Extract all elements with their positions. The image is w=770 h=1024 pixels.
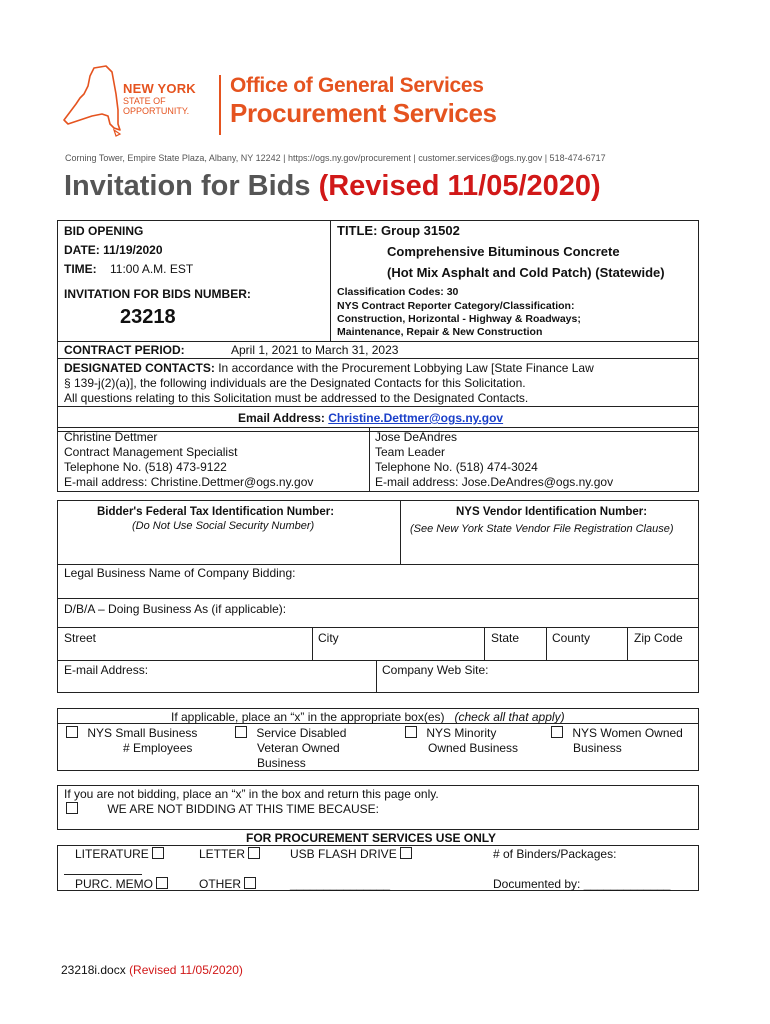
state-divider bbox=[546, 627, 547, 660]
small-business-option: NYS Small Business # Employees bbox=[66, 726, 197, 756]
small-business-checkbox[interactable] bbox=[66, 726, 78, 738]
contact-left-phone: Telephone No. (518) 473-9122 bbox=[64, 460, 227, 474]
bid-info-divider bbox=[330, 220, 331, 341]
office-name: Office of General Services bbox=[230, 74, 484, 97]
contact-right-name: Jose DeAndres bbox=[375, 430, 458, 444]
purc-memo-checkbox[interactable] bbox=[156, 877, 168, 889]
sdvob-option: Service Disabled Veteran Owned Business bbox=[235, 726, 346, 771]
wbe-checkbox[interactable] bbox=[551, 726, 563, 738]
bidder-rule-1 bbox=[57, 564, 699, 565]
fein-note: (Do Not Use Social Security Number) bbox=[132, 520, 315, 532]
literature-option: LITERATURE bbox=[75, 847, 164, 861]
office-use-right-rule bbox=[698, 845, 699, 891]
category-line-1: NYS Contract Reporter Category/Classification: bbox=[337, 300, 575, 312]
bidder-rule-3 bbox=[57, 627, 699, 628]
letter-option: LETTER bbox=[199, 847, 260, 861]
county-field[interactable]: County bbox=[552, 631, 591, 645]
email-field[interactable]: E-mail Address: bbox=[64, 663, 149, 677]
wbe-option: NYS Women Owned Business bbox=[551, 726, 683, 756]
category-line-2: Construction, Horizontal - Highway & Roadways; bbox=[337, 313, 581, 325]
state-field[interactable]: State bbox=[491, 631, 520, 645]
county-divider bbox=[627, 627, 628, 660]
contract-period-value: April 1, 2021 to March 31, 2023 bbox=[231, 343, 399, 357]
contact-left-email: E-mail address: Christine.Dettmer@ogs.ny.gov bbox=[64, 475, 314, 489]
zip-field[interactable]: Zip Code bbox=[634, 631, 683, 645]
page-title: Invitation for Bids (Revised 11/05/2020) bbox=[64, 170, 601, 202]
ifb-number: 23218 bbox=[120, 306, 176, 328]
contact-right-phone: Telephone No. (518) 474-3024 bbox=[375, 460, 538, 474]
not-bidding-option: WE ARE NOT BIDDING AT THIS TIME BECAUSE: bbox=[66, 802, 379, 816]
footer-filename: 23218i.docx (Revised 11/05/2020) bbox=[61, 963, 243, 977]
contact-left bbox=[64, 430, 313, 490]
bidder-id-divider bbox=[400, 500, 401, 564]
ifb-number-label: INVITATION FOR BIDS NUMBER: bbox=[64, 287, 251, 301]
city-field[interactable]: City bbox=[318, 631, 339, 645]
contact-left-role: Contract Management Specialist bbox=[64, 445, 238, 459]
bid-title-line-2: (Hot Mix Asphalt and Cold Patch) (Statewide) bbox=[387, 265, 665, 280]
categories-rule bbox=[57, 723, 699, 724]
contact-right bbox=[375, 430, 613, 490]
mbe-checkbox[interactable] bbox=[405, 726, 417, 738]
legal-name-field[interactable]: Legal Business Name of Company Bidding: bbox=[64, 566, 296, 580]
contacts-email-row: Email Address: Christine.Dettmer@ogs.ny.gov bbox=[238, 411, 504, 425]
other-checkbox[interactable] bbox=[244, 877, 256, 889]
sdvob-checkbox[interactable] bbox=[235, 726, 247, 738]
other-blank-line[interactable]: _______________ bbox=[290, 877, 391, 891]
letter-checkbox[interactable] bbox=[248, 847, 260, 859]
other-option: OTHER bbox=[199, 877, 256, 891]
logo-divider bbox=[219, 75, 221, 135]
contact-right-email: E-mail address: Jose.DeAndres@ogs.ny.gov bbox=[375, 475, 614, 489]
bid-info-rule bbox=[57, 341, 699, 342]
bid-time: TIME: 11:00 A.M. EST bbox=[64, 262, 194, 276]
documented-by-field[interactable]: Documented by: _____________ bbox=[493, 877, 671, 891]
office-use-heading: FOR PROCUREMENT SERVICES USE ONLY bbox=[246, 831, 497, 845]
classification-codes: Classification Codes: 30 bbox=[337, 286, 459, 298]
literature-checkbox[interactable] bbox=[152, 847, 164, 859]
contacts-text-2: § 139-j(2)(a)], the following individuals are the Designated Contacts for this Solicitation. bbox=[64, 376, 526, 390]
contacts-text-1: DESIGNATED CONTACTS: In accordance with the Procurement Lobbying Law [State Finance Law bbox=[64, 361, 594, 375]
revised-date: (Revised 11/05/2020) bbox=[318, 170, 601, 202]
mbe-option: NYS Minority Owned Business bbox=[405, 726, 518, 756]
purc-memo-rule bbox=[64, 874, 142, 875]
not-bidding-instruction: If you are not bidding, place an “x” in the box and return this page only. bbox=[64, 787, 439, 801]
contacts-text-3: All questions relating to this Solicitation must be addressed to the Designated Contacts. bbox=[64, 391, 529, 405]
contact-left-name: Christine Dettmer bbox=[64, 430, 158, 444]
bidder-rule-4 bbox=[57, 660, 699, 661]
ny-tagline: STATE OF OPPORTUNITY. bbox=[123, 96, 190, 116]
usb-checkbox[interactable] bbox=[400, 847, 412, 859]
office-use-left-rule bbox=[57, 845, 58, 891]
fein-label: Bidder's Federal Tax Identification Number: bbox=[97, 506, 335, 518]
binders-field[interactable]: # of Binders/Packages: bbox=[493, 847, 617, 861]
vendor-id-note: (See New York State Vendor File Registration Clause) bbox=[410, 523, 674, 535]
city-divider bbox=[484, 627, 485, 660]
street-divider bbox=[312, 627, 313, 660]
email-divider bbox=[376, 660, 377, 693]
bid-opening-label: BID OPENING bbox=[64, 224, 144, 238]
category-line-3: Maintenance, Repair & New Construction bbox=[337, 326, 543, 338]
bid-title-label: TITLE: Group 31502 bbox=[337, 223, 460, 238]
contacts-rule-1 bbox=[57, 406, 699, 407]
not-bidding-checkbox[interactable] bbox=[66, 802, 78, 814]
bidder-rule-2 bbox=[57, 598, 699, 599]
bid-date: DATE: 11/19/2020 bbox=[64, 243, 163, 257]
contract-period-label: CONTRACT PERIOD: bbox=[64, 343, 185, 357]
contact-address-line: Corning Tower, Empire State Plaza, Albany, NY 12242 | https://ogs.ny.gov/procurement | customer.services@ogs.ny.gov | 518-474-6717 bbox=[65, 153, 606, 163]
website-field[interactable]: Company Web Site: bbox=[382, 663, 489, 677]
contact-right-role: Team Leader bbox=[375, 445, 446, 459]
contacts-rule-2 bbox=[57, 427, 699, 428]
categories-instruction: If applicable, place an “x” in the appropriate box(es) (check all that apply) bbox=[171, 710, 565, 724]
vendor-id-label: NYS Vendor Identification Number: bbox=[456, 506, 648, 518]
usb-option: USB FLASH DRIVE bbox=[290, 847, 412, 861]
ny-brand-name: NEW YORK bbox=[123, 81, 196, 96]
street-field[interactable]: Street bbox=[64, 631, 97, 645]
contacts-divider bbox=[369, 427, 370, 492]
contacts-email-link[interactable]: Christine.Dettmer@ogs.ny.gov bbox=[328, 411, 504, 425]
ny-state-map-logo bbox=[62, 64, 122, 142]
dba-field[interactable]: D/B/A – Doing Business As (if applicable): bbox=[64, 602, 287, 616]
division-name: Procurement Services bbox=[230, 98, 497, 128]
bid-title-line-1: Comprehensive Bituminous Concrete bbox=[387, 244, 620, 259]
purc-memo-option: PURC. MEMO bbox=[75, 877, 168, 891]
office-use-top-rule bbox=[57, 845, 699, 846]
